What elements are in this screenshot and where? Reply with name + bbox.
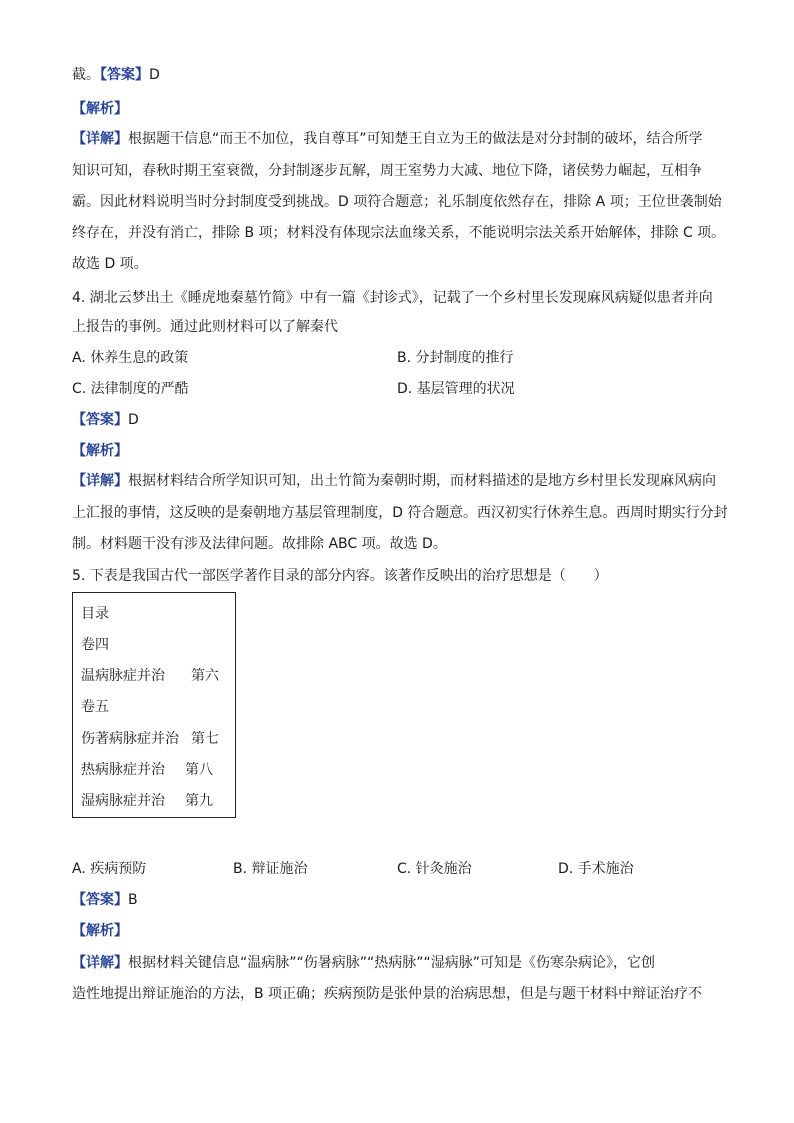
toc-title: 目录 — [81, 606, 109, 622]
q4-detail-line-2: 上汇报的事情，这反映的是秦朝地方基层管理制度，D 符合题意。西汉初实行休养生息。西周时期实行分封 — [72, 505, 728, 521]
q5-detail-tag: 【详解】 — [72, 955, 128, 971]
q5-option-d: D. 手术施治 — [558, 861, 634, 877]
q3-detail-line-1 — [72, 130, 703, 148]
q5-stem: 5. 下表是我国古代一部医学著作目录的部分内容。该著作反映出的治疗思想是（ ） — [72, 568, 608, 584]
q4-detail-tag: 【详解】 — [72, 473, 128, 489]
q3-tail-line — [72, 66, 160, 84]
q4-stem-line-2: 上报告的事例。通过此则材料可以了解秦代 — [72, 319, 338, 335]
q4-option-d: D. 基层管理的状况 — [397, 381, 515, 397]
toc-chapter-7-number: 第七 — [191, 731, 219, 747]
q3-answer-value: D — [149, 67, 160, 83]
q5-detail-line-2: 造性地提出辩证施治的方法，B 项正确；疾病预防是张仲景的治病思想，但是与题干材料中辩证治疗不 — [72, 986, 703, 1002]
toc-volume-5: 卷五 — [81, 699, 109, 715]
toc-chapter-8-number: 第八 — [185, 762, 213, 778]
q4-answer-tag: 【答案】 — [72, 412, 128, 428]
q5-option-c: C. 针灸施治 — [397, 861, 472, 877]
q5-detail-line-1 — [72, 954, 655, 972]
toc-volume-4: 卷四 — [81, 637, 109, 653]
q4-detail-line-1 — [72, 472, 716, 490]
q5-analysis-tag: 【解析】 — [72, 923, 128, 939]
q3-analysis-tag: 【解析】 — [72, 101, 128, 117]
q3-detail-text-1: 根据题干信息“而王不加位，我自尊耳”可知楚王自立为王的做法是对分封制的破坏，结合所学 — [128, 131, 703, 147]
q4-detail-text-1: 根据材料结合所学知识可知，出土竹简为秦朝时期，而材料描述的是地方乡村里长发现麻风病向 — [128, 473, 716, 489]
q4-analysis-tag: 【解析】 — [72, 443, 128, 459]
q5-answer-tag: 【答案】 — [72, 892, 128, 908]
q4-answer-line — [72, 411, 139, 429]
q4-option-c: C. 法律制度的严酷 — [72, 381, 189, 397]
q5-answer-value: B — [128, 892, 138, 908]
toc-chapter-7-name: 伤著病脉症并治 — [81, 731, 179, 747]
toc-chapter-9-number: 第九 — [185, 793, 213, 809]
q5-option-a: A. 疾病预防 — [72, 861, 147, 877]
q3-tail-text: 截。 — [72, 67, 100, 83]
q3-detail-line-3: 霸。因此材料说明当时分封制度受到挑战。D 项符合题意；礼乐制度依然存在，排除 A 项；王位世袭制始 — [72, 194, 722, 210]
q5-table-of-contents-box — [72, 592, 236, 818]
q3-detail-tag: 【详解】 — [72, 131, 128, 147]
toc-chapter-6-name: 温病脉症并治 — [81, 668, 165, 684]
q4-stem-line-1: 4. 湖北云梦出土《睡虎地秦墓竹简》中有一篇《封诊式》，记载了一个乡村里长发现麻风病疑似患者并向 — [72, 290, 713, 306]
toc-chapter-9-name: 湿病脉症并治 — [81, 793, 165, 809]
toc-chapter-6-number: 第六 — [191, 668, 219, 684]
q3-detail-line-4: 终存在，并没有消亡，排除 B 项；材料没有体现宗法血缘关系，不能说明宗法关系开始解体，排除 C 项。 — [72, 225, 726, 241]
q5-option-b: B. 辩证施治 — [233, 861, 308, 877]
q4-answer-value: D — [128, 412, 139, 428]
toc-chapter-8-name: 热病脉症并治 — [81, 762, 165, 778]
q3-answer-tag: 【答案】 — [100, 67, 149, 83]
q4-detail-line-3: 制。材料题干没有涉及法律问题。故排除 ABC 项。故选 D。 — [72, 536, 447, 552]
q4-option-b: B. 分封制度的推行 — [397, 350, 514, 366]
q4-option-a: A. 休养生息的政策 — [72, 350, 189, 366]
q5-answer-line — [72, 891, 138, 909]
q5-detail-text-1: 根据材料关键信息“温病脉”“伤暑病脉”“热病脉”“湿病脉”可知是《伤寒杂病论》，它创 — [128, 955, 656, 971]
q3-detail-line-5: 故选 D 项。 — [72, 256, 148, 272]
q3-detail-line-2: 知识可知，春秋时期王室衰微，分封制逐步瓦解，周王室势力大减、地位下降，诸侯势力崛起，互相争 — [72, 163, 702, 179]
